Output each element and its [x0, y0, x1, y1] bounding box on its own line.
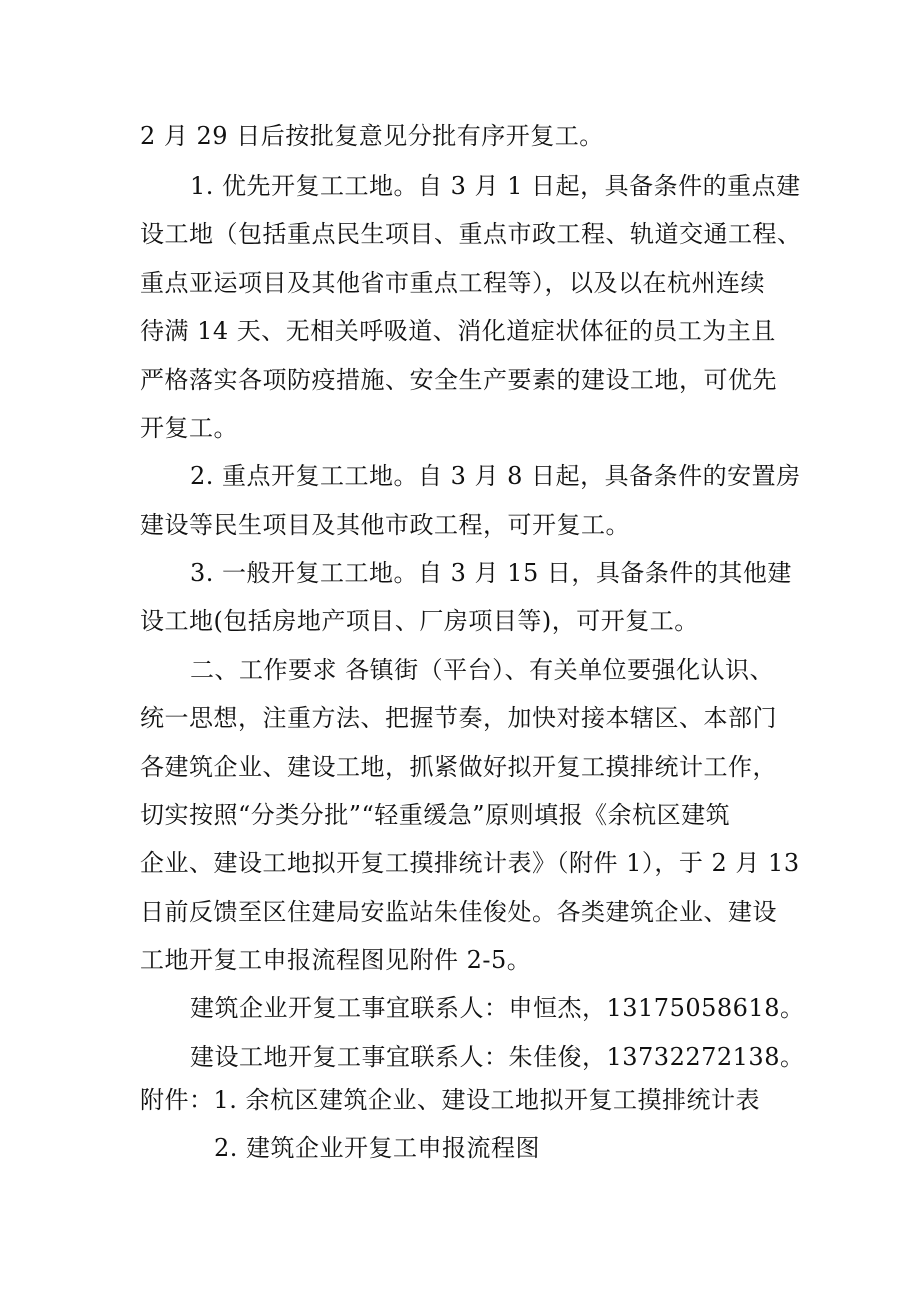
text-line: 统一思想，注重方法、把握节奏，加快对接本辖区、本部门: [140, 704, 777, 732]
text-line: 2. 重点开复工工地。自 3 月 8 日起，具备条件的安置房: [190, 462, 801, 490]
text-line: 设工地(包括房地产项目、厂房项目等)，可开复工。: [140, 607, 699, 635]
text-line: 附件：1. 余杭区建筑企业、建设工地拟开复工摸排统计表: [140, 1086, 761, 1114]
text-line: 企业、建设工地拟开复工摸排统计表》（附件 1），于 2 月 13: [140, 849, 800, 877]
text-line: 切实按照“分类分批”“轻重缓急”原则填报《余杭区建筑: [140, 801, 731, 829]
text-line: 各建筑企业、建设工地，抓紧做好拟开复工摸排统计工作，: [140, 753, 777, 781]
text-line: 待满 14 天、无相关呼吸道、消化道症状体征的员工为主且: [140, 317, 776, 345]
text-line: 建设等民生项目及其他市政工程，可开复工。: [140, 511, 630, 539]
text-line: 开复工。: [140, 414, 238, 442]
text-line: 重点亚运项目及其他省市重点工程等），以及以在杭州连续: [140, 269, 765, 297]
text-line: 3. 一般开复工工地。自 3 月 15 日，具备条件的其他建: [190, 559, 792, 587]
text-line: 严格落实各项防疫措施、安全生产要素的建设工地，可优先: [140, 366, 777, 394]
text-line: 建筑企业开复工事宜联系人：申恒杰，13175058618。: [190, 994, 805, 1022]
text-line: 2. 建筑企业开复工申报流程图: [214, 1134, 541, 1162]
text-line: 日前反馈至区住建局安监站朱佳俊处。各类建筑企业、建设: [140, 898, 777, 926]
text-line: 2 月 29 日后按批复意见分批有序开复工。: [140, 122, 604, 150]
text-line: 设工地（包括重点民生项目、重点市政工程、轨道交通工程、: [140, 220, 802, 248]
text-line: 工地开复工申报流程图见附件 2-5。: [140, 946, 532, 974]
text-line: 1. 优先开复工工地。自 3 月 1 日起，具备条件的重点建: [190, 172, 801, 200]
text-line: 二、工作要求 各镇街（平台）、有关单位要强化认识、: [190, 656, 775, 684]
text-line: 建设工地开复工事宜联系人：朱佳俊，13732272138。: [190, 1043, 805, 1071]
